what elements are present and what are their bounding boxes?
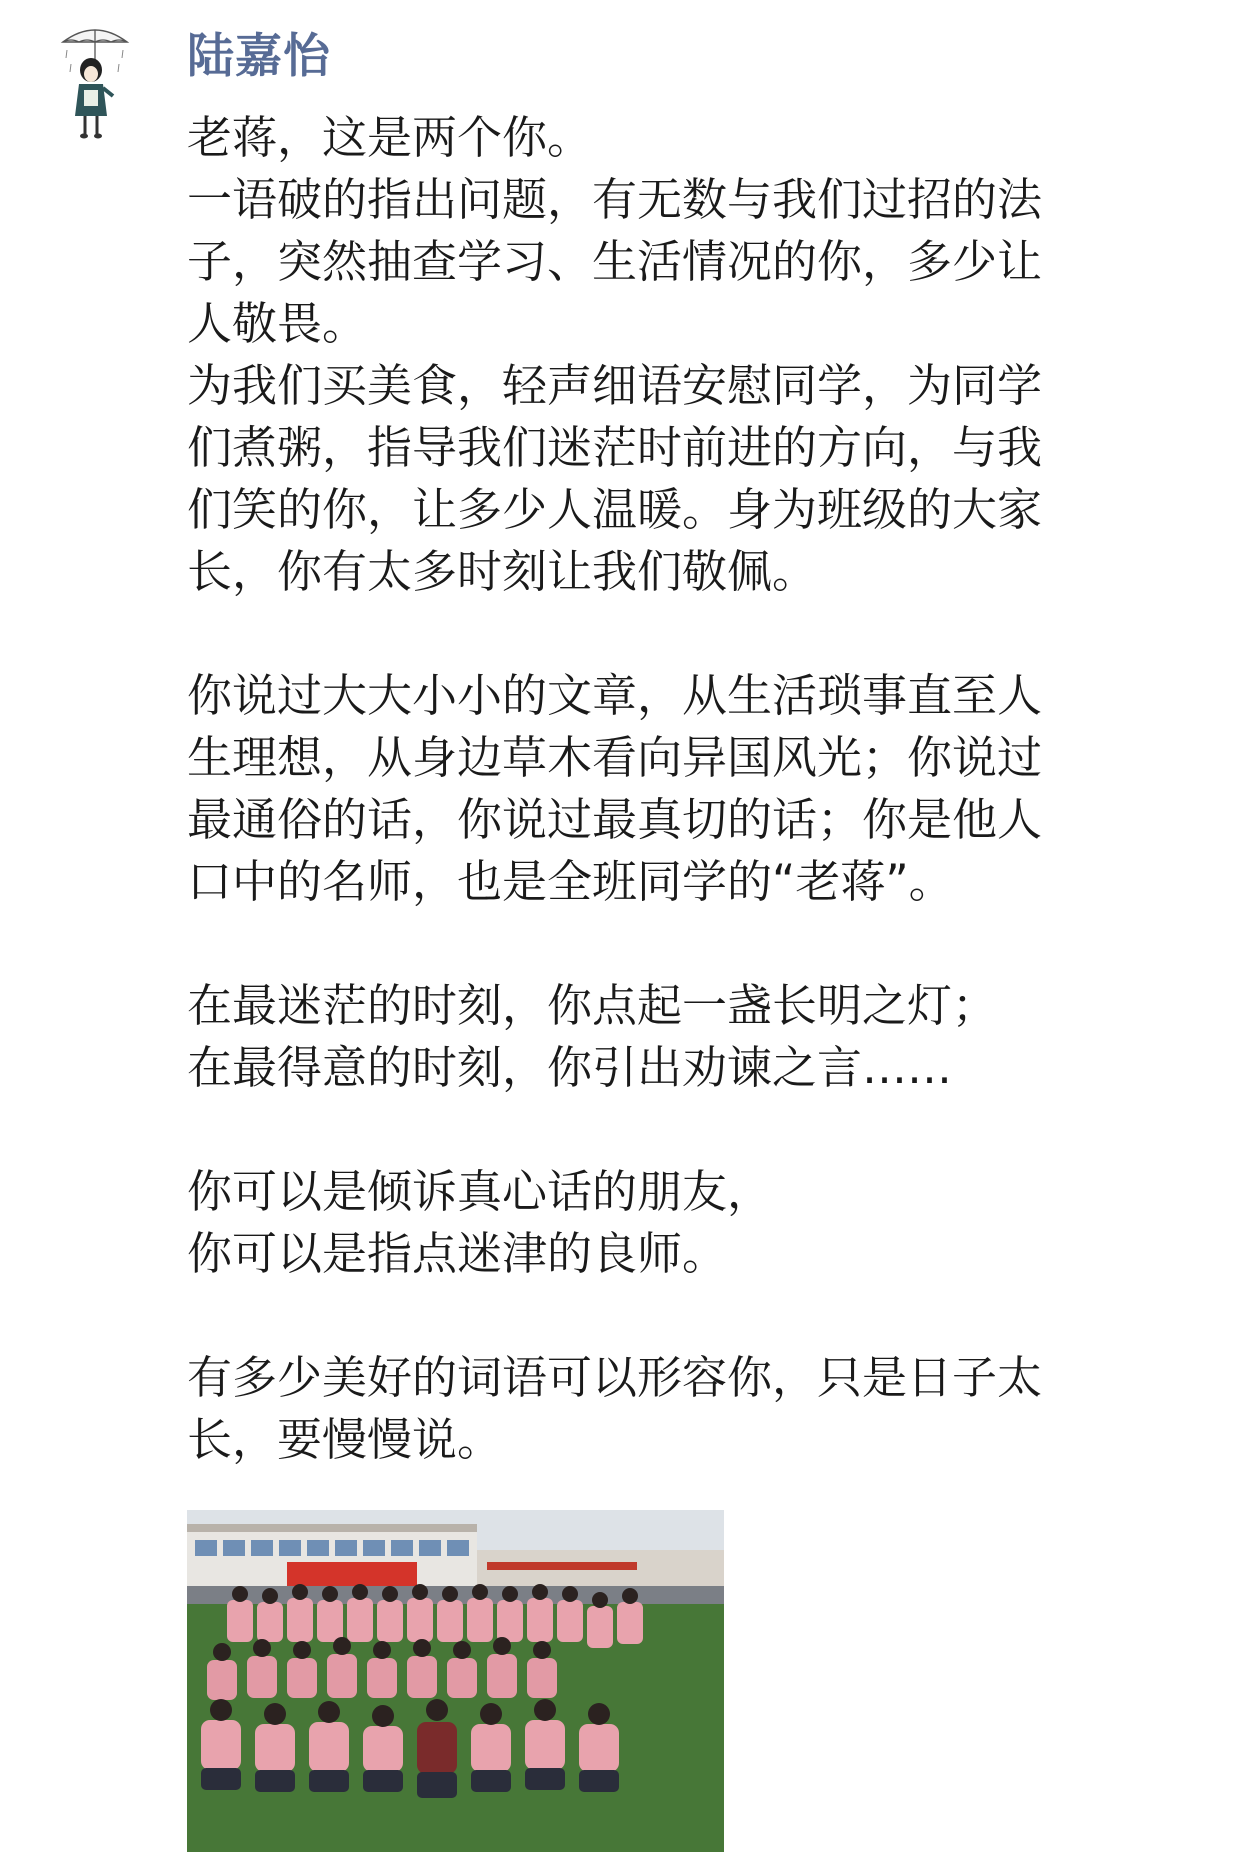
post-text-line: 在最得意的时刻，你引出劝谏之言…… [187, 1041, 953, 1094]
post-text-line: 们笑的你，让多少人温暖。身为班级的大家 [187, 483, 1043, 536]
post-text-line: 长，你有太多时刻让我们敬佩。 [187, 545, 818, 598]
paragraph-gap [187, 603, 1207, 665]
post-text [187, 107, 1207, 1471]
paragraph-gap [187, 1285, 1207, 1347]
post-text-line: 有多少美好的词语可以形容你，只是日子太 [187, 1351, 1043, 1404]
post-text-line: 你可以是指点迷津的良师。 [187, 1227, 728, 1280]
post-photo[interactable] [187, 1510, 724, 1852]
post-text-line: 最通俗的话，你说过最真切的话；你是他人 [187, 793, 1043, 846]
paragraph-gap [187, 913, 1207, 975]
post-text-line: 子，突然抽查学习、生活情况的你，多少让 [187, 235, 1043, 288]
paragraph-gap [187, 1099, 1207, 1161]
post-text-line: 为我们买美食，轻声细语安慰同学，为同学 [187, 359, 1043, 412]
post-text-line: 在最迷茫的时刻，你点起一盏长明之灯； [187, 979, 998, 1032]
post-text-line: 老蒋，这是两个你。 [187, 111, 593, 164]
post-text-line: 你可以是倾诉真心话的朋友， [187, 1165, 773, 1218]
girl-with-umbrella-icon [57, 20, 133, 146]
post-text-line: 你说过大大小小的文章，从生活琐事直至人 [187, 669, 1043, 722]
class-group-photo-icon [187, 1510, 724, 1852]
post-text-line: 口中的名师，也是全班同学的“老蒋”。 [187, 855, 954, 908]
author-name[interactable]: 陆嘉怡 [187, 29, 331, 84]
avatar[interactable] [57, 20, 133, 146]
post-text-line: 一语破的指出问题，有无数与我们过招的法 [187, 173, 1043, 226]
post-text-line: 生理想，从身边草木看向异国风光；你说过 [187, 731, 1043, 784]
post-text-line: 们煮粥，指导我们迷茫时前进的方向，与我 [187, 421, 1043, 474]
post-text-line: 人敬畏。 [187, 297, 368, 350]
post-text-line: 长，要慢慢说。 [187, 1413, 503, 1466]
